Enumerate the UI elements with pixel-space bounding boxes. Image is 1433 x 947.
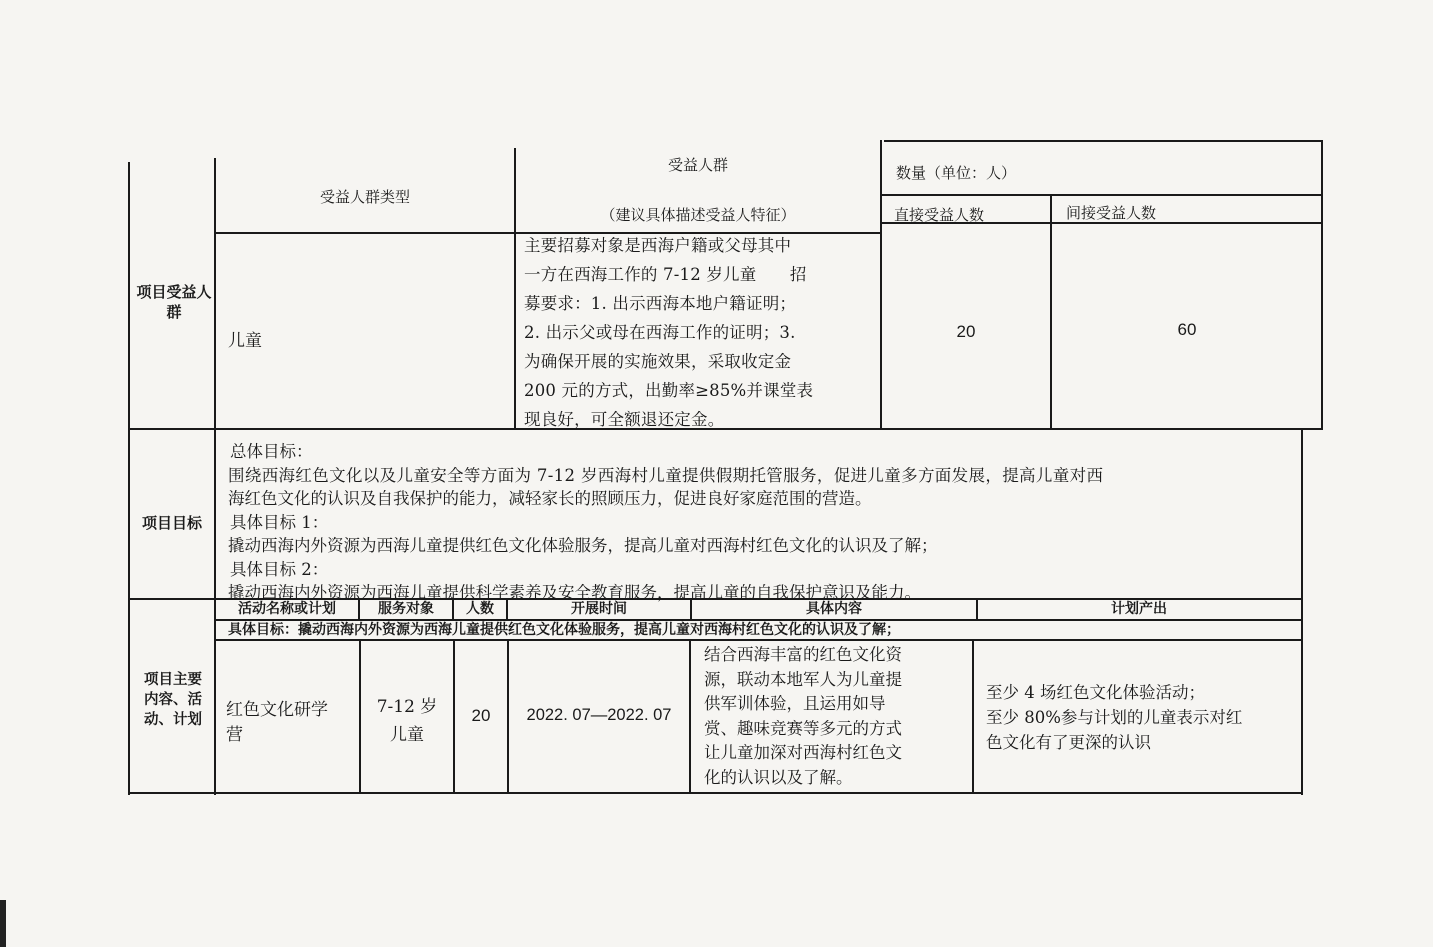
output-line: 色文化有了更深的认识 [986, 733, 1151, 752]
output-line: 至少 4 场红色文化体验活动； [986, 683, 1205, 702]
header-beneficiary-desc: 受益人群 [667, 156, 728, 174]
table-border-bottom [128, 792, 1303, 794]
label-line: 内容、活 [144, 691, 202, 708]
content-line: 结合西海丰富的红色文化资 [704, 645, 902, 664]
desc-line: 主要招募对象是西海户籍或父母其中 [524, 236, 792, 255]
beneficiary-type-value: 儿童 [228, 331, 262, 351]
header-direct-count: 直接受益人数 [894, 206, 985, 224]
header-beneficiary-type: 受益人群类型 [319, 188, 410, 206]
activity-name [226, 698, 328, 748]
desc-line: 募要求：1. 出示西海本地户籍证明； [524, 294, 797, 313]
activity-header-target: 服务对象 [378, 601, 434, 617]
project-table [128, 140, 1324, 795]
goal-line: 围绕西海红色文化以及儿童安全等方面为 7-12 岁西海村儿童提供假期托管服务，促进儿童多方面发展，提高儿童对西 [228, 465, 1104, 485]
activity-content [704, 643, 902, 790]
section-label-activities [132, 670, 214, 730]
divider-act-period-row [689, 639, 691, 794]
activity-goal-row-bottom [216, 639, 1303, 641]
divider-type-desc [514, 148, 516, 430]
goal-line: 海红色文化的认识及自我保护的能力，减轻家长的照顾压力，促进良好家庭范围的营造。 [228, 489, 872, 508]
label-column-divider [214, 158, 216, 795]
content-line: 赏、趣味竞赛等多元的方式 [704, 718, 902, 738]
table-border-left [128, 162, 130, 795]
activity-target-line: 7-12 岁 [376, 697, 438, 717]
table-border-right-top [1321, 140, 1323, 430]
scan-edge-mark [0, 900, 6, 947]
content-line: 让儿童加深对西海村红色文 [704, 743, 902, 762]
header-indirect-count: 间接受益人数 [1066, 204, 1157, 222]
content-line: 源，联动本地军人为儿童提 [704, 669, 902, 689]
goal-line: 总体目标： [230, 442, 313, 461]
divider-direct-indirect [1050, 196, 1052, 430]
goals-text [230, 440, 1103, 605]
header-beneficiary-desc-note: （建议具体描述受益人特征） [600, 206, 796, 224]
desc-line: 一方在西海工作的 7-12 岁儿童 招 [524, 265, 807, 284]
goal-line: 具体目标 1： [230, 512, 329, 532]
activity-header-count: 人数 [466, 601, 494, 617]
table-border-right-bottom [1301, 430, 1303, 795]
activity-name-line: 营 [226, 725, 243, 745]
activity-header-content: 具体内容 [806, 601, 862, 617]
desc-line: 现良好，可全额退还定金。 [524, 410, 725, 429]
label-line: 动、计划 [144, 711, 202, 728]
activity-goal-row: 具体目标：撬动西海内外资源为西海儿童提供红色文化体验服务，提高儿童对西海村红色文化的认识及了解； [228, 622, 900, 638]
goal-line: 撬动西海内外资源为西海儿童提供科学素养及安全教育服务，提高儿童的自我保护意识及能力。 [228, 583, 921, 602]
activity-header-bottom [216, 619, 1303, 621]
activity-header-output: 计划产出 [1111, 601, 1167, 617]
activity-name-line: 红色文化研学 [226, 700, 328, 720]
label-line: 项目主要 [144, 671, 202, 688]
section-label-goals: 项目目标 [141, 514, 202, 532]
desc-line: 200 元的方式，出勤率≥85%并课堂表 [524, 381, 814, 400]
direct-count-value: 20 [956, 322, 976, 341]
activity-count: 20 [471, 706, 491, 725]
desc-line: 2. 出示父或母在西海工作的证明；3. [524, 323, 796, 342]
header-quantity: 数量（单位：人） [896, 164, 1017, 182]
content-line: 供军训体验，且运用如导 [704, 694, 886, 713]
goal-line: 具体目标 2： [230, 559, 329, 579]
divider-desc-qty [880, 140, 882, 430]
beneficiary-description [524, 234, 813, 432]
desc-line: 为确保开展的实施效果，采取收定金 [524, 352, 792, 371]
activity-period: 2022. 07—2022. 07 [526, 706, 672, 724]
goal-line: 撬动西海内外资源为西海儿童提供红色文化体验服务，提高儿童对西海村红色文化的认识及了解； [228, 536, 938, 555]
indirect-count-value: 60 [1177, 320, 1197, 339]
activity-output [986, 680, 1242, 755]
section-label-beneficiary: 项目受益人群 [136, 283, 212, 321]
table-border-top-right [884, 140, 1323, 142]
activity-header-period: 开展时间 [571, 601, 627, 617]
qty-header-divider [882, 194, 1322, 196]
activity-target [361, 693, 453, 749]
output-line: 至少 80%参与计划的儿童表示对红 [986, 708, 1243, 727]
divider-act-content-row [972, 639, 974, 794]
activity-header-name: 活动名称或计划 [238, 601, 336, 617]
activity-target-line: 儿童 [390, 725, 424, 745]
content-line: 化的认识以及了解。 [704, 767, 853, 787]
